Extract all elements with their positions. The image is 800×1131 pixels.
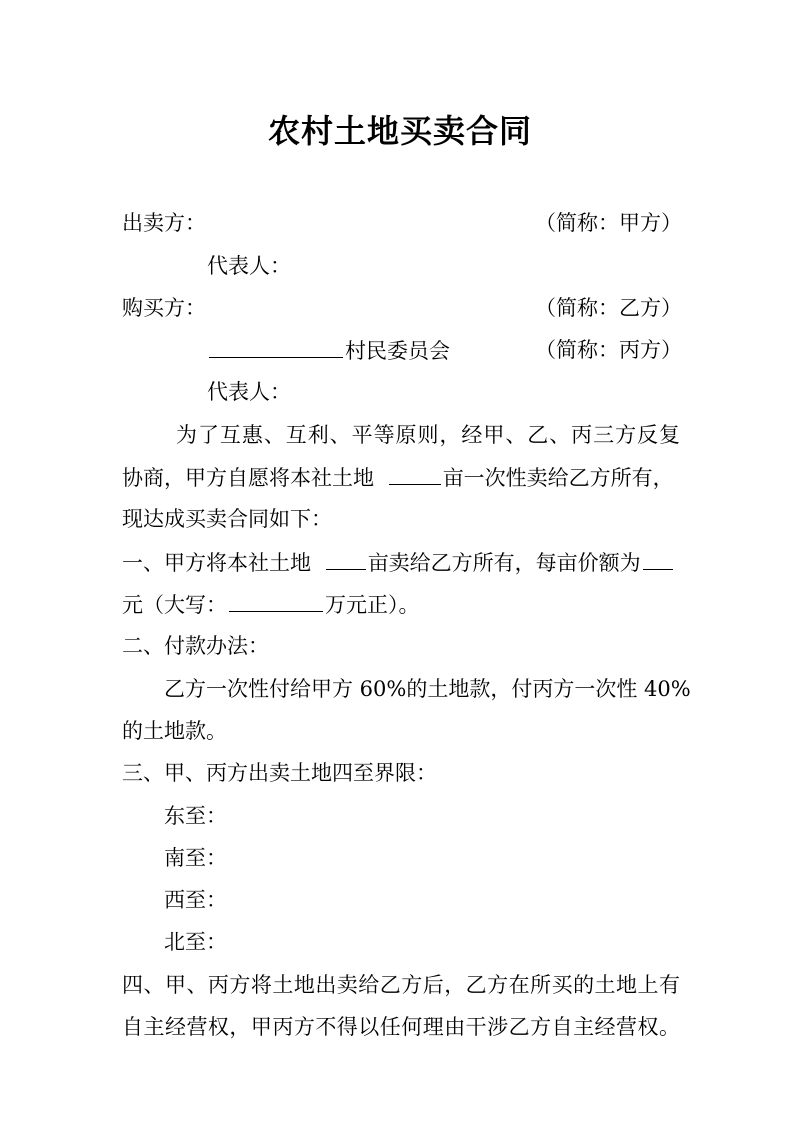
clause-1-start: 一、甲方将本社土地	[122, 551, 311, 575]
clause-2-line-2: 的土地款。	[122, 719, 227, 743]
boundary-north: 北至：	[164, 930, 227, 954]
clause-1-amount-suffix: 万元正）。	[325, 593, 420, 617]
seller-short-name: （简称：甲方）	[535, 211, 682, 235]
clause-1-line-2	[122, 589, 420, 620]
price-per-mu-blank	[643, 547, 673, 570]
clause-1-middle: 亩卖给乙方所有，每亩价额为	[367, 551, 641, 575]
clause-4-line-1: 四、甲、丙方将土地出卖给乙方后，乙方在所买的土地上有	[122, 973, 680, 997]
intro-line-1: 为了互惠、互利、平等原则，经甲、乙、丙三方反复	[176, 423, 680, 447]
buyer-label: 购买方：	[122, 296, 206, 320]
clause-3-heading: 三、甲、丙方出卖土地四至界限：	[122, 761, 437, 785]
seller-label: 出卖方：	[122, 211, 206, 235]
boundary-west: 西至：	[164, 888, 227, 912]
amount-in-words-blank	[229, 589, 323, 612]
committee-short-name: （简称：丙方）	[535, 338, 682, 362]
boundary-south: 南至：	[164, 846, 227, 870]
boundary-east: 东至：	[164, 804, 227, 828]
committee-name-blank	[209, 335, 343, 358]
clause-1-amount-label: 元（大写：	[122, 593, 227, 617]
buyer-short-name: （简称：乙方）	[535, 296, 682, 320]
clause-1-line-1	[122, 547, 675, 578]
intro-line-3: 现达成买卖合同如下：	[122, 507, 332, 531]
intro-line-2-end: 亩一次性卖给乙方所有，	[442, 466, 674, 490]
committee-representative-label: 代表人：	[207, 380, 291, 404]
intro-line-2-start: 协商，甲方自愿将本社土地	[122, 466, 374, 490]
clause-2-line-1: 乙方一次性付给甲方 60%的土地款，付丙方一次性 40%	[164, 677, 691, 701]
committee-suffix: 村民委员会	[345, 339, 450, 363]
document-title: 农村土地买卖合同	[267, 112, 532, 150]
clause-2-heading: 二、付款办法：	[122, 634, 269, 658]
committee-line	[207, 335, 450, 366]
land-area-blank-2	[326, 547, 366, 570]
land-area-blank-1	[389, 462, 441, 485]
seller-representative-label: 代表人：	[207, 254, 291, 278]
clause-4-line-2: 自主经营权，甲丙方不得以任何理由干涉乙方自主经营权。	[122, 1015, 680, 1039]
intro-line-2	[122, 462, 674, 493]
